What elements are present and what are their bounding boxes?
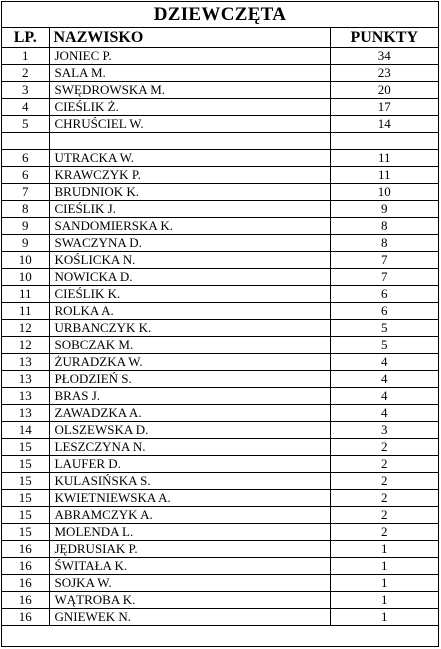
table-row xyxy=(2,422,438,439)
table-row xyxy=(2,558,438,575)
row-points: 1 xyxy=(330,592,438,609)
row-points: 11 xyxy=(330,150,438,167)
row-points: 2 xyxy=(330,507,438,524)
row-name: CIEŚLIK K. xyxy=(49,286,330,303)
row-points: 2 xyxy=(330,456,438,473)
row-lp: 15 xyxy=(2,507,49,524)
table-row xyxy=(2,48,438,65)
row-points: 34 xyxy=(330,48,438,65)
table-row xyxy=(2,82,438,99)
row-name: SWACZYNA D. xyxy=(49,235,330,252)
table-row xyxy=(2,337,438,354)
row-name: SALA M. xyxy=(49,65,330,82)
row-points: 23 xyxy=(330,65,438,82)
row-name: ABRAMCZYK A. xyxy=(49,507,330,524)
row-points: 8 xyxy=(330,218,438,235)
header-row xyxy=(2,28,438,48)
row-lp: 10 xyxy=(2,269,49,286)
table-row xyxy=(2,439,438,456)
row-name: ŻURADZKA W. xyxy=(49,354,330,371)
row-name: OLSZEWSKA D. xyxy=(49,422,330,439)
row-points: 7 xyxy=(330,252,438,269)
table-row xyxy=(2,541,438,558)
row-name xyxy=(49,133,330,150)
row-points: 2 xyxy=(330,524,438,541)
row-points xyxy=(330,133,438,150)
table-row xyxy=(2,456,438,473)
row-points: 3 xyxy=(330,422,438,439)
header-lp: LP. xyxy=(2,28,49,48)
row-lp: 7 xyxy=(2,184,49,201)
table-row xyxy=(2,65,438,82)
row-lp: 16 xyxy=(2,541,49,558)
row-points: 2 xyxy=(330,473,438,490)
row-name: ZAWADZKA A. xyxy=(49,405,330,422)
row-name: CIEŚLIK Ż. xyxy=(49,99,330,116)
table-row xyxy=(2,490,438,507)
row-name: KOŚLICKA N. xyxy=(49,252,330,269)
row-lp: 16 xyxy=(2,609,49,626)
row-name: PŁODZIEŃ S. xyxy=(49,371,330,388)
row-lp xyxy=(2,133,49,150)
row-points: 5 xyxy=(330,337,438,354)
row-points: 1 xyxy=(330,609,438,626)
row-lp: 9 xyxy=(2,235,49,252)
row-lp: 15 xyxy=(2,524,49,541)
row-lp: 13 xyxy=(2,371,49,388)
table-row xyxy=(2,320,438,337)
row-lp: 6 xyxy=(2,167,49,184)
row-points: 17 xyxy=(330,99,438,116)
row-name: KRAWCZYK P. xyxy=(49,167,330,184)
row-lp: 8 xyxy=(2,201,49,218)
table-row xyxy=(2,473,438,490)
row-points: 5 xyxy=(330,320,438,337)
row-points: 20 xyxy=(330,82,438,99)
row-points: 4 xyxy=(330,405,438,422)
table-row xyxy=(2,150,438,167)
row-name: ROLKA A. xyxy=(49,303,330,320)
table-row xyxy=(2,286,438,303)
table-row xyxy=(2,218,438,235)
row-name: JONIEC P. xyxy=(49,48,330,65)
row-name: UTRACKA W. xyxy=(49,150,330,167)
table-row xyxy=(2,201,438,218)
header-points: PUNKTY xyxy=(330,28,438,48)
row-name: WĄTROBA K. xyxy=(49,592,330,609)
row-name: GNIEWEK N. xyxy=(49,609,330,626)
row-name: KWIETNIEWSKA A. xyxy=(49,490,330,507)
row-lp: 3 xyxy=(2,82,49,99)
row-name: LAUFER D. xyxy=(49,456,330,473)
row-points: 14 xyxy=(330,116,438,133)
table-row xyxy=(2,116,438,133)
row-points: 6 xyxy=(330,303,438,320)
row-name: MOLENDA L. xyxy=(49,524,330,541)
row-name: KULASIŃSKA S. xyxy=(49,473,330,490)
table-row xyxy=(2,507,438,524)
row-name: SOJKA W. xyxy=(49,575,330,592)
row-name: SANDOMIERSKA K. xyxy=(49,218,330,235)
row-name: ŚWITAŁA K. xyxy=(49,558,330,575)
table-row xyxy=(2,524,438,541)
row-lp: 4 xyxy=(2,99,49,116)
row-lp: 15 xyxy=(2,439,49,456)
row-points: 8 xyxy=(330,235,438,252)
row-name: BRUDNIOK K. xyxy=(49,184,330,201)
row-lp: 13 xyxy=(2,354,49,371)
row-points: 1 xyxy=(330,558,438,575)
table-row xyxy=(2,235,438,252)
results-table xyxy=(2,28,438,626)
table-row xyxy=(2,388,438,405)
table-row xyxy=(2,354,438,371)
row-points: 4 xyxy=(330,354,438,371)
row-lp: 10 xyxy=(2,252,49,269)
table-row xyxy=(2,252,438,269)
row-lp: 5 xyxy=(2,116,49,133)
results-sheet xyxy=(1,1,439,647)
table-row xyxy=(2,371,438,388)
row-points: 1 xyxy=(330,541,438,558)
table-row xyxy=(2,575,438,592)
row-lp: 16 xyxy=(2,575,49,592)
table-row xyxy=(2,269,438,286)
row-lp: 13 xyxy=(2,388,49,405)
table-row xyxy=(2,303,438,320)
row-name: NOWICKA D. xyxy=(49,269,330,286)
results-rows xyxy=(2,48,438,626)
row-name: JĘDRUSIAK P. xyxy=(49,541,330,558)
row-points: 10 xyxy=(330,184,438,201)
table-row xyxy=(2,609,438,626)
row-lp: 1 xyxy=(2,48,49,65)
row-points: 9 xyxy=(330,201,438,218)
row-name: BRAS J. xyxy=(49,388,330,405)
row-lp: 13 xyxy=(2,405,49,422)
row-lp: 16 xyxy=(2,558,49,575)
row-name: LESZCZYNA N. xyxy=(49,439,330,456)
row-name: CIEŚLIK J. xyxy=(49,201,330,218)
row-name: URBANCZYK K. xyxy=(49,320,330,337)
table-row xyxy=(2,99,438,116)
table-row xyxy=(2,405,438,422)
table-row xyxy=(2,133,438,150)
row-points: 2 xyxy=(330,439,438,456)
row-points: 1 xyxy=(330,575,438,592)
row-points: 6 xyxy=(330,286,438,303)
row-lp: 12 xyxy=(2,320,49,337)
row-lp: 16 xyxy=(2,592,49,609)
row-lp: 15 xyxy=(2,473,49,490)
row-lp: 11 xyxy=(2,303,49,320)
row-lp: 15 xyxy=(2,456,49,473)
row-name: CHRUŚCIEL W. xyxy=(49,116,330,133)
row-points: 4 xyxy=(330,371,438,388)
row-points: 4 xyxy=(330,388,438,405)
row-lp: 14 xyxy=(2,422,49,439)
row-lp: 9 xyxy=(2,218,49,235)
sheet-title: DZIEWCZĘTA xyxy=(2,2,438,28)
row-points: 2 xyxy=(330,490,438,507)
table-row xyxy=(2,592,438,609)
row-points: 11 xyxy=(330,167,438,184)
row-name: SWĘDROWSKA M. xyxy=(49,82,330,99)
header-name: NAZWISKO xyxy=(49,28,330,48)
row-lp: 12 xyxy=(2,337,49,354)
table-row xyxy=(2,184,438,201)
row-points: 7 xyxy=(330,269,438,286)
row-lp: 2 xyxy=(2,65,49,82)
row-name: SOBCZAK M. xyxy=(49,337,330,354)
row-lp: 6 xyxy=(2,150,49,167)
row-lp: 15 xyxy=(2,490,49,507)
row-lp: 11 xyxy=(2,286,49,303)
table-row xyxy=(2,167,438,184)
